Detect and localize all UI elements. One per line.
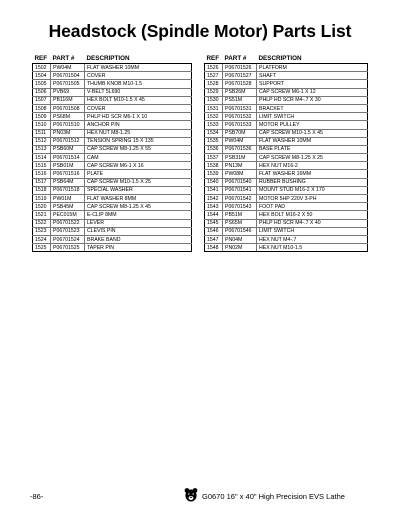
ref-cell: 1518 (33, 186, 51, 194)
description-cell: MOTOR PULLEY (257, 121, 368, 129)
description-cell: CAP SCREW M10-1.5 X 45 (257, 129, 368, 137)
part-number-cell: P06701524 (51, 235, 85, 243)
part-number-cell: PN02M (223, 244, 257, 252)
header-ref: REF (205, 54, 223, 64)
description-cell: CAP SCREW M6-1 X 16 (85, 162, 192, 170)
table-header-row (33, 54, 192, 64)
part-number-cell: PSB60M (51, 145, 85, 153)
description-cell: SUPPORT (257, 80, 368, 88)
table-row (33, 162, 192, 170)
ref-cell: 1511 (33, 129, 51, 137)
description-cell: CLEVIS PIN (85, 227, 192, 235)
description-cell: PHLP HD SCR M4-.7 X 30 (257, 96, 368, 104)
table-row (33, 64, 192, 72)
part-number-cell: P06701546 (223, 227, 257, 235)
part-number-cell: P06701508 (51, 104, 85, 112)
part-number-cell: PVB69 (51, 88, 85, 96)
header-description: DESCRIPTION (85, 54, 192, 64)
description-cell: COVER (85, 104, 192, 112)
part-number-cell: PW01M (51, 195, 85, 203)
part-number-cell: PS65M (223, 219, 257, 227)
ref-cell: 1545 (205, 219, 223, 227)
table-row (205, 113, 368, 121)
description-cell: ANCHOR PIN (85, 121, 192, 129)
ref-cell: 1506 (33, 88, 51, 96)
table-row (205, 219, 368, 227)
table-row (33, 244, 192, 252)
table-row (205, 235, 368, 243)
part-number-cell: P06701531 (223, 104, 257, 112)
table-row (33, 186, 192, 194)
description-cell: TENSION SPRING 15 X 135 (85, 137, 192, 145)
ref-cell: 1505 (33, 80, 51, 88)
header-ref: REF (33, 54, 51, 64)
ref-cell: 1526 (205, 64, 223, 72)
table-row (205, 211, 368, 219)
table-row (205, 80, 368, 88)
table-row (205, 227, 368, 235)
part-number-cell: PB116M (51, 96, 85, 104)
description-cell: CAP SCREW M8-1.25 X 55 (85, 145, 192, 153)
part-number-cell: PN13M (223, 162, 257, 170)
table-row (205, 203, 368, 211)
ref-cell: 1519 (33, 195, 51, 203)
table-row (205, 129, 368, 137)
ref-cell: 1514 (33, 154, 51, 162)
ref-cell: 1534 (205, 129, 223, 137)
table-row (205, 88, 368, 96)
ref-cell: 1546 (205, 227, 223, 235)
description-cell: CAP SCREW M10-1.5 X 25 (85, 178, 192, 186)
part-number-cell: P06701542 (223, 195, 257, 203)
ref-cell: 1517 (33, 178, 51, 186)
part-number-cell: P06701505 (51, 80, 85, 88)
part-number-cell: PSB64M (51, 178, 85, 186)
description-cell: BRAKE BAND (85, 235, 192, 243)
ref-cell: 1529 (205, 88, 223, 96)
table-row (205, 121, 368, 129)
table-row (33, 145, 192, 153)
table-row (205, 186, 368, 194)
description-cell: MOUNT STUD M16-2 X 170 (257, 186, 368, 194)
description-cell: MOTOR 5HP 220V 3-PH (257, 195, 368, 203)
part-number-cell: PS68M (51, 113, 85, 121)
part-number-cell: P06701514 (51, 154, 85, 162)
ref-cell: 1520 (33, 203, 51, 211)
ref-cell: 1539 (205, 170, 223, 178)
ref-cell: 1537 (205, 154, 223, 162)
page-number: -86- (30, 492, 44, 501)
table-row (205, 170, 368, 178)
description-cell: CAP SCREW M6-1 X 12 (257, 88, 368, 96)
part-number-cell: PSB31M (223, 154, 257, 162)
description-cell: BRACKET (257, 104, 368, 112)
table-row (33, 211, 192, 219)
ref-cell: 1538 (205, 162, 223, 170)
bear-head-icon (184, 487, 198, 508)
part-number-cell: P06701543 (223, 203, 257, 211)
description-cell: HEX NUT M16-2 (257, 162, 368, 170)
part-number-cell: PN04M (223, 235, 257, 243)
header-part: PART # (51, 54, 85, 64)
table-row (205, 154, 368, 162)
description-cell: TAPER PIN (85, 244, 192, 252)
table-row (33, 113, 192, 121)
ref-cell: 1536 (205, 145, 223, 153)
ref-cell: 1507 (33, 96, 51, 104)
part-number-cell: P06701527 (223, 72, 257, 80)
description-cell: HEX BOLT M16-2 X 50 (257, 211, 368, 219)
ref-cell: 1516 (33, 170, 51, 178)
part-number-cell: P06701540 (223, 178, 257, 186)
table-row (33, 178, 192, 186)
table-row (33, 88, 192, 96)
part-number-cell: P06701516 (51, 170, 85, 178)
table-row (205, 195, 368, 203)
description-cell: FLAT WASHER 10MM (257, 137, 368, 145)
ref-cell: 1530 (205, 96, 223, 104)
part-number-cell: PW04M (223, 137, 257, 145)
part-number-cell: PSB45M (51, 203, 85, 211)
header-part: PART # (223, 54, 257, 64)
description-cell: FOOT PAD (257, 203, 368, 211)
ref-cell: 1527 (205, 72, 223, 80)
part-number-cell: P06701532 (223, 113, 257, 121)
description-cell: E-CLIP 8MM (85, 211, 192, 219)
ref-cell: 1543 (205, 203, 223, 211)
table-row (33, 219, 192, 227)
part-number-cell: P06701526 (223, 64, 257, 72)
description-cell: PLATE (85, 170, 192, 178)
table-row (33, 137, 192, 145)
table-row (33, 170, 192, 178)
ref-cell: 1542 (205, 195, 223, 203)
part-number-cell: P06701523 (51, 227, 85, 235)
part-number-cell: PSB01M (51, 162, 85, 170)
part-number-cell: PN03M (51, 129, 85, 137)
table-row (205, 64, 368, 72)
ref-cell: 1547 (205, 235, 223, 243)
ref-cell: 1535 (205, 137, 223, 145)
ref-cell: 1521 (33, 211, 51, 219)
part-number-cell: P06701522 (51, 219, 85, 227)
part-number-cell: PSB26M (223, 88, 257, 96)
table-row (205, 72, 368, 80)
part-number-cell: P06701525 (51, 244, 85, 252)
description-cell: HEX BOLT M10-1.5 X 45 (85, 96, 192, 104)
description-cell: THUMB KNOB M10-1.5 (85, 80, 192, 88)
table-row (33, 203, 192, 211)
description-cell: V-BELT 5L690 (85, 88, 192, 96)
parts-table-right (204, 54, 368, 252)
table-row (33, 195, 192, 203)
part-number-cell: P06701536 (223, 145, 257, 153)
part-number-cell: PS51M (223, 96, 257, 104)
table-row (33, 129, 192, 137)
table-row (205, 162, 368, 170)
table-header-row (205, 54, 368, 64)
part-number-cell: P06701504 (51, 72, 85, 80)
ref-cell: 1531 (205, 104, 223, 112)
ref-cell: 1524 (33, 235, 51, 243)
description-cell: CAP SCREW M8-1.25 X 25 (257, 154, 368, 162)
ref-cell: 1525 (33, 244, 51, 252)
header-description: DESCRIPTION (257, 54, 368, 64)
page-title: Headstock (Spindle Motor) Parts List (48, 21, 352, 41)
description-cell: RUBBER BUSHING (257, 178, 368, 186)
table-row (33, 154, 192, 162)
part-number-cell: P06701512 (51, 137, 85, 145)
ref-cell: 1513 (33, 145, 51, 153)
table-row (205, 96, 368, 104)
ref-cell: 1502 (33, 64, 51, 72)
ref-cell: 1528 (205, 80, 223, 88)
ref-cell: 1523 (33, 227, 51, 235)
table-row (33, 227, 192, 235)
description-cell: CAP SCREW M8-1.25 X 45 (85, 203, 192, 211)
ref-cell: 1544 (205, 211, 223, 219)
table-row (33, 72, 192, 80)
table-row (33, 104, 192, 112)
table-row (205, 244, 368, 252)
ref-cell: 1541 (205, 186, 223, 194)
description-cell: SHAFT (257, 72, 368, 80)
ref-cell: 1508 (33, 104, 51, 112)
ref-cell: 1510 (33, 121, 51, 129)
table-row (33, 80, 192, 88)
part-number-cell: P06701533 (223, 121, 257, 129)
description-cell: LIMIT SWITCH (257, 113, 368, 121)
table-row (33, 235, 192, 243)
description-cell: COVER (85, 72, 192, 80)
description-cell: HEX NUT M10-1.5 (257, 244, 368, 252)
ref-cell: 1504 (33, 72, 51, 80)
table-row (33, 96, 192, 104)
part-number-cell: P06701510 (51, 121, 85, 129)
description-cell: HEX NUT M4-.7 (257, 235, 368, 243)
ref-cell: 1533 (205, 121, 223, 129)
description-cell: BASE PLATE (257, 145, 368, 153)
part-number-cell: P06701518 (51, 186, 85, 194)
table-row (205, 178, 368, 186)
table-row (205, 145, 368, 153)
table-row (33, 121, 192, 129)
ref-cell: 1532 (205, 113, 223, 121)
description-cell: LEVER (85, 219, 192, 227)
description-cell: PHLP HD SCR M6-1 X 10 (85, 113, 192, 121)
part-number-cell: PSB70M (223, 129, 257, 137)
description-cell: PHLP HD SCR M4-.7 X 40 (257, 219, 368, 227)
description-cell: HEX NUT M8-1.25 (85, 129, 192, 137)
part-number-cell: P06701541 (223, 186, 257, 194)
description-cell: FLAT WASHER 10MM (85, 64, 192, 72)
table-row (205, 137, 368, 145)
description-cell: FLAT WASHER 8MM (85, 195, 192, 203)
ref-cell: 1515 (33, 162, 51, 170)
part-number-cell: PW04M (51, 64, 85, 72)
parts-table-left (32, 54, 192, 252)
part-number-cell: PW08M (223, 170, 257, 178)
table-row (205, 104, 368, 112)
description-cell: PLATFORM (257, 64, 368, 72)
part-number-cell: PEC015M (51, 211, 85, 219)
ref-cell: 1540 (205, 178, 223, 186)
footer-model-title: G0670 16" x 40" High Precision EVS Lathe (202, 492, 345, 501)
ref-cell: 1509 (33, 113, 51, 121)
description-cell: CAM (85, 154, 192, 162)
description-cell: LIMIT SWITCH (257, 227, 368, 235)
part-number-cell: P06701528 (223, 80, 257, 88)
ref-cell: 1522 (33, 219, 51, 227)
ref-cell: 1548 (205, 244, 223, 252)
part-number-cell: PB51M (223, 211, 257, 219)
ref-cell: 1512 (33, 137, 51, 145)
description-cell: FLAT WASHER 16MM (257, 170, 368, 178)
description-cell: SPECIAL WASHER (85, 186, 192, 194)
